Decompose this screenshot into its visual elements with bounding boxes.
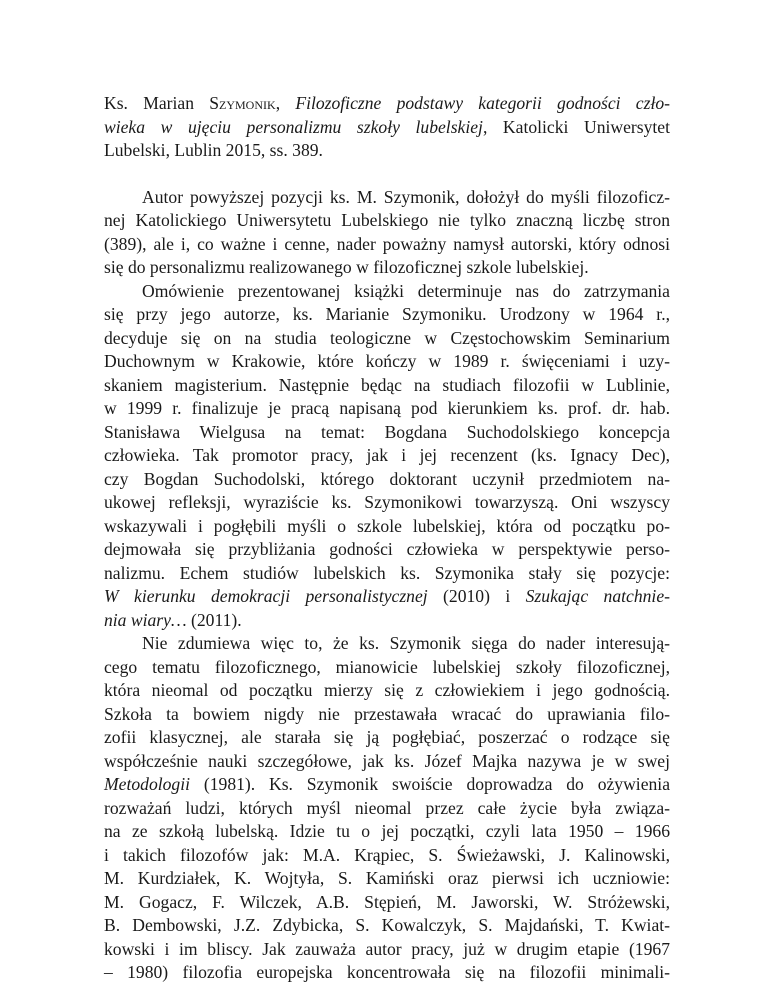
book-title-part2: wieka w ujęciu personalizmu szkoły lubelskiej (104, 116, 483, 137)
text-line: czy Bogdan Suchodolski, którego doktorant uczynił przedmiotem na- (104, 468, 670, 489)
text-line: na ze szkołą lubelską. Idzie tu o jej początki, czyli lata 1950 – 1966 (104, 821, 670, 841)
text-line: wskazywali i pogłębili myśli o szkole lubelskiej, która od początku po- (104, 515, 670, 536)
biblio-line-1: Ks. Marian Szymonik, Filozoficzne podstawy kategorii godności czło- (104, 93, 670, 113)
text-line: i takich filozofów jak: M.A. Krąpiec, S. Świeżawski, J. Kalinowski, (104, 844, 670, 865)
text-line: się przy jego autorze, ks. Marianie Szymoniku. Urodzony w 1964 r., (104, 304, 670, 324)
author-prefix: Ks. Marian (104, 93, 210, 113)
text-line: się do personalizmu realizowanego w filozoficznej szkole lubelskiej. (104, 257, 589, 277)
document-page (104, 92, 670, 985)
text-line (104, 609, 670, 633)
author-surname: Szymonik (209, 93, 276, 113)
text-line: współcześnie nauki szczegółowe, jak ks. Józef Majka nazywa je w swej (104, 750, 670, 771)
text-line: Duchownym w Krakowie, które kończy w 1989 r. święceniami i uzy- (104, 351, 670, 371)
text-line: która nieomal od początku mierzy się z człowiekiem i jego godnością. (104, 680, 670, 700)
text-line: B. Dembowski, J.Z. Zdybicka, S. Kowalczyk, S. Majdański, T. Kwiat- (104, 915, 670, 935)
publisher-part1: , Katolicki Uniwersytet (482, 116, 670, 137)
review-body (104, 186, 670, 985)
text-line: Autor powyższej pozycji ks. M. Szymonik, dołożył do myśli filozoficz- (142, 186, 670, 207)
text-line: rozważań ludzi, których myśl nieomal przez całe życie była związa- (104, 797, 670, 818)
book-title-part1: Filozoficzne podstawy kategorii godności czło- (295, 93, 670, 113)
text-line: dejmowała się przybliżania godności człowieka w perspektywie perso- (104, 539, 670, 559)
text-line: zofii klasycznej, ale starała się ją pogłębiać, poszerzać o rodzące się (104, 727, 670, 747)
text-line: skaniem magisterium. Następnie będąc na studiach filozofii w Lublinie, (104, 374, 670, 395)
text-line: M. Gogacz, F. Wilczek, A.B. Stępień, M. Jaworski, W. Stróżewski, (104, 891, 670, 912)
text-line: cego tematu filozoficznego, mianowicie lubelskiej szkoły filozoficznej, (104, 656, 670, 677)
text-fragment: (1981). Ks. Szymonik swoiście doprowadza do ożywienia (190, 774, 670, 794)
text-line: człowieka. Tak promotor pracy, jak i jej recenzent (ks. Ignacy Dec), (104, 445, 670, 465)
text-line: nej Katolickiego Uniwersytetu Lubelskiego nie tylko znaczną liczbę stron (104, 210, 670, 230)
text-line: Stanisława Wielgusa na temat: Bogdana Suchodolskiego koncepcja (104, 421, 670, 442)
text-line (104, 585, 670, 609)
text-line: Omówienie prezentowanej książki determinuje nas do zatrzymania (142, 280, 670, 301)
text-line: kowski i im bliscy. Jak zauważa autor pracy, już w drugim etapie (1967 (104, 938, 670, 959)
cited-work-title: Metodologii (104, 774, 191, 794)
text-line: ukowej refleksji, wyraziście ks. Szymonikowi towarzyszą. Oni wszyscy (104, 492, 670, 512)
biblio-line-2 (104, 116, 670, 140)
cited-work-title: W kierunku demokracji personalistycznej (104, 586, 428, 606)
cited-work-title: Szukając natchnie- (525, 586, 670, 606)
text-fragment: (2011). (186, 609, 242, 630)
text-line (104, 773, 670, 797)
cited-work-title: nia wiary… (104, 609, 187, 630)
bibliographic-entry (104, 92, 670, 163)
text-line: w 1999 r. finalizuje je pracą napisaną pod kierunkiem ks. prof. dr. hab. (104, 398, 670, 418)
publisher-part2: Lubelski, Lublin 2015, ss. 389. (104, 140, 323, 160)
paragraph-1 (104, 186, 670, 280)
text-line: nalizmu. Echem studiów lubelskich ks. Szymonika stały się pozycje: (104, 562, 670, 583)
text-line: Nie zdumiewa więc to, że ks. Szymonik sięga do nader interesują- (142, 633, 670, 653)
text-fragment: (2010) i (427, 586, 526, 606)
text-line: (389), ale i, co ważne i cenne, nader poważny namysł autorski, który odnosi (104, 233, 670, 254)
text-line: M. Kurdziałek, K. Wojtyła, S. Kamiński oraz pierwsi ich uczniowie: (104, 868, 670, 888)
paragraph-2 (104, 280, 670, 633)
paragraph-3 (104, 632, 670, 985)
text-line: decyduje się on na studia teologiczne w Częstochowskim Seminarium (104, 327, 670, 348)
text-line: – 1980) filozofia europejska koncentrowała się na filozofii minimali- (104, 962, 670, 982)
text-line: Szkoła ta bowiem nigdy nie przestawała wracać do uprawiania filo- (104, 703, 670, 724)
